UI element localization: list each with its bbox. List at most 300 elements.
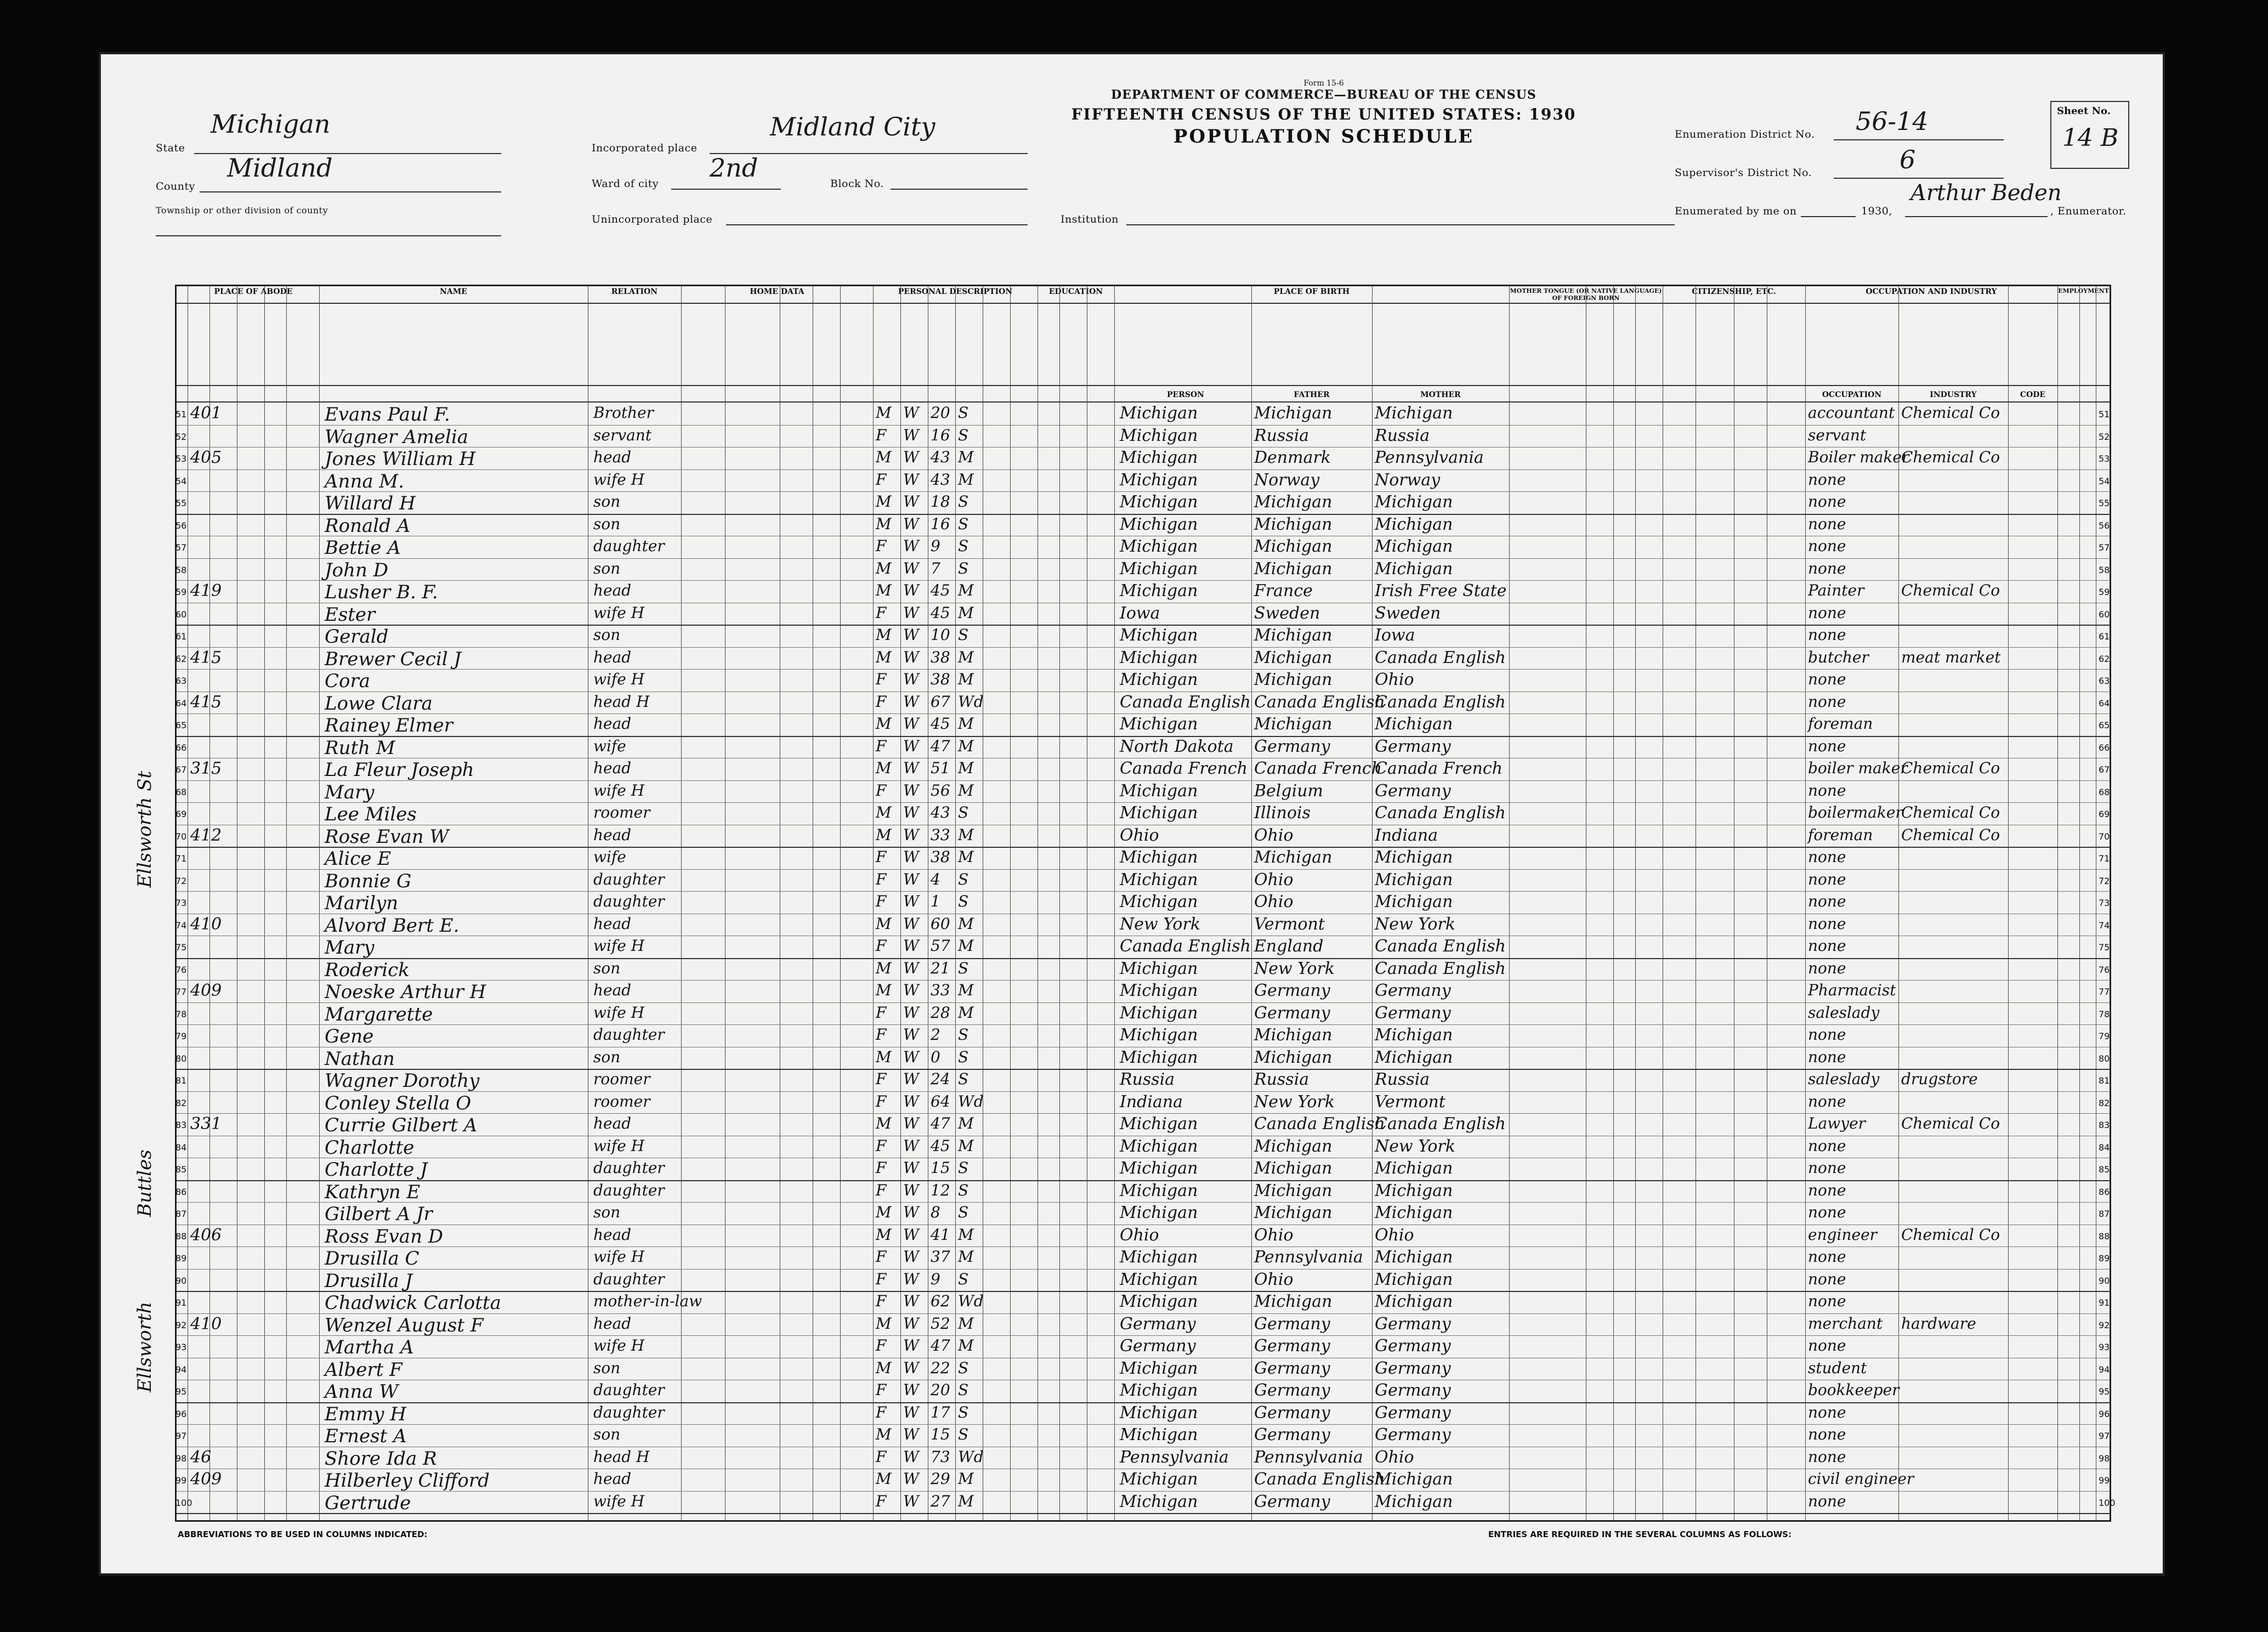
row-number-left: 55: [175, 498, 187, 508]
birthplace-person: Michigan: [1120, 1159, 1198, 1178]
row-number-right: 88: [2099, 1231, 2110, 1242]
birthplace-person: Michigan: [1120, 670, 1198, 689]
row-number-left: 76: [175, 964, 187, 975]
row-number-left: 83: [175, 1120, 187, 1130]
birthplace-mother: Germany: [1375, 1403, 1451, 1423]
birthplace-mother: New York: [1375, 914, 1455, 934]
person-name: Anna W: [325, 1381, 399, 1403]
birthplace-father: Germany: [1254, 1403, 1330, 1423]
marital-status: S: [958, 537, 969, 555]
person-name: Alvord Bert E.: [325, 914, 460, 937]
industry: meat market: [1901, 648, 2001, 666]
birthplace-mother: Germany: [1375, 981, 1451, 1000]
age: 29: [931, 1470, 950, 1488]
age: 47: [931, 736, 950, 755]
person-name: Lusher B. F.: [325, 581, 438, 603]
marital-status: M: [958, 603, 974, 622]
birthplace-father: Michigan: [1254, 1136, 1333, 1156]
birthplace-person: Michigan: [1120, 470, 1198, 490]
age: 47: [931, 1336, 950, 1355]
row-number-left: 51: [175, 409, 187, 420]
person-name: Gerald: [325, 626, 389, 648]
occupation: none: [1808, 1248, 1846, 1266]
birthplace-person: Ohio: [1120, 825, 1159, 845]
birthplace-mother: Vermont: [1375, 1092, 1445, 1112]
marital-status: S: [958, 1381, 969, 1399]
person-name: Nathan: [325, 1047, 395, 1070]
row-number-right: 51: [2099, 409, 2110, 420]
row-number-left: 67: [175, 764, 187, 775]
relation: head: [593, 914, 632, 933]
incorporated-label: Incorporated place: [592, 142, 698, 154]
race: W: [903, 692, 919, 711]
birthplace-father: Michigan: [1254, 514, 1333, 534]
birthplace-father: Michigan: [1254, 1159, 1333, 1178]
header-bottom-rule: [177, 401, 2110, 403]
age: 22: [931, 1358, 950, 1377]
age: 45: [931, 715, 950, 733]
birthplace-person: Michigan: [1120, 870, 1198, 889]
census-title: FIFTEENTH CENSUS OF THE UNITED STATES: 1930: [1071, 105, 1577, 123]
county-line: [200, 191, 501, 192]
row-number-left: 79: [175, 1031, 187, 1041]
birthplace-mother: Sweden: [1375, 603, 1441, 623]
sex: F: [876, 1447, 887, 1466]
marital-status: M: [958, 1314, 974, 1333]
county-value: Midland: [227, 153, 333, 183]
birthplace-father: Ohio: [1254, 825, 1294, 845]
race: W: [903, 1292, 919, 1310]
occupation: none: [1808, 1025, 1846, 1044]
race: W: [903, 670, 919, 688]
occupation: none: [1808, 537, 1846, 555]
relation: daughter: [593, 1381, 665, 1399]
row-number-left: 77: [175, 987, 187, 997]
race: W: [903, 1092, 919, 1110]
marital-status: S: [958, 559, 969, 577]
birthplace-father: Canada English: [1254, 692, 1386, 712]
birthplace-person: New York: [1120, 914, 1200, 934]
birthplace-father: Michigan: [1254, 1292, 1333, 1311]
row-number-right: 82: [2099, 1097, 2110, 1108]
relation: servant: [593, 426, 652, 444]
row-number-right: 60: [2099, 609, 2110, 620]
sheet-value: 14 B: [2062, 124, 2119, 152]
marital-status: S: [958, 426, 969, 444]
sex: M: [876, 803, 892, 821]
person-name: Roderick: [325, 959, 410, 981]
occupation: none: [1808, 1270, 1846, 1288]
relation: wife H: [593, 470, 645, 489]
unincorporated-label: Unincorporated place: [592, 213, 713, 225]
row-number-left: 89: [175, 1253, 187, 1263]
subhead-industry: INDUSTRY: [1930, 390, 1977, 399]
occupation: none: [1808, 559, 1846, 577]
occupation: Pharmacist: [1808, 981, 1896, 999]
race: W: [903, 581, 919, 599]
person-name: Marilyn: [325, 892, 399, 914]
relation: wife H: [593, 937, 645, 955]
birthplace-person: Michigan: [1120, 781, 1198, 801]
marital-status: S: [958, 870, 969, 888]
age: 64: [931, 1092, 950, 1110]
relation: head: [593, 825, 632, 844]
sex: F: [876, 1159, 887, 1177]
occupation: engineer: [1808, 1225, 1878, 1244]
birthplace-father: Ohio: [1254, 1270, 1294, 1289]
institution-label: Institution: [1061, 213, 1119, 225]
birthplace-father: Ohio: [1254, 892, 1294, 911]
marital-status: M: [958, 448, 974, 466]
house-number: 331: [190, 1114, 222, 1134]
occupation: butcher: [1808, 648, 1869, 666]
race: W: [903, 1025, 919, 1044]
row-number-right: 53: [2099, 454, 2110, 464]
occupation: none: [1808, 1047, 1846, 1066]
birthplace-person: Michigan: [1120, 1248, 1198, 1267]
age: 41: [931, 1225, 950, 1244]
county-label: County: [156, 180, 195, 192]
row-number-right: 61: [2099, 631, 2110, 642]
birthplace-father: Illinois: [1254, 803, 1311, 823]
row-number-right: 99: [2099, 1475, 2110, 1486]
occupation: none: [1808, 514, 1846, 533]
occupation: Boiler maker: [1808, 448, 1909, 466]
row-number-left: 60: [175, 609, 187, 620]
race: W: [903, 937, 919, 955]
marital-status: Wd: [958, 1292, 984, 1310]
row-number-right: 91: [2099, 1297, 2110, 1308]
occupation: none: [1808, 1292, 1846, 1310]
age: 33: [931, 981, 950, 999]
age: 20: [931, 1381, 950, 1399]
birthplace-father: Michigan: [1254, 492, 1333, 512]
occupation: civil engineer: [1808, 1470, 1914, 1488]
birthplace-father: Ohio: [1254, 870, 1294, 889]
marital-status: S: [958, 1159, 969, 1177]
birthplace-father: Michigan: [1254, 648, 1333, 667]
relation: wife: [593, 736, 626, 755]
age: 15: [931, 1425, 950, 1443]
subhead-person: PERSON: [1167, 390, 1204, 399]
house-number: 409: [190, 1470, 222, 1489]
birthplace-mother: Canada English: [1375, 959, 1506, 978]
occupation: none: [1808, 1447, 1846, 1466]
age: 52: [931, 1314, 950, 1333]
birthplace-father: New York: [1254, 1092, 1335, 1112]
occupation: none: [1808, 736, 1846, 755]
race: W: [903, 825, 919, 844]
occupation: none: [1808, 492, 1846, 511]
age: 1: [931, 892, 940, 910]
row-number-right: 86: [2099, 1186, 2110, 1197]
column-number-rule: [177, 385, 2110, 386]
birthplace-father: France: [1254, 581, 1313, 600]
birthplace-mother: Ohio: [1375, 1225, 1414, 1245]
row-rule: [177, 647, 2110, 648]
sex: M: [876, 759, 892, 777]
marital-status: M: [958, 825, 974, 844]
person-name: Currie Gilbert A: [325, 1114, 478, 1136]
birthplace-person: Germany: [1120, 1314, 1196, 1334]
race: W: [903, 559, 919, 577]
age: 37: [931, 1248, 950, 1266]
occupation: Lawyer: [1808, 1114, 1866, 1132]
birthplace-father: Belgium: [1254, 781, 1323, 801]
person-name: Noeske Arthur H: [325, 981, 486, 1003]
industry: Chemical Co: [1901, 759, 2000, 777]
house-number: 410: [190, 914, 222, 934]
race: W: [903, 1248, 919, 1266]
birthplace-person: Michigan: [1120, 404, 1198, 423]
birthplace-person: Michigan: [1120, 448, 1198, 467]
person-name: Mary: [325, 781, 375, 803]
marital-status: M: [958, 1114, 974, 1132]
relation: daughter: [593, 1403, 665, 1421]
birthplace-father: Germany: [1254, 1358, 1330, 1378]
enum-district-label: Enumeration District No.: [1675, 128, 1815, 140]
person-name: Rose Evan W: [325, 825, 449, 848]
person-name: Chadwick Carlotta: [325, 1292, 501, 1314]
birthplace-person: Pennsylvania: [1120, 1447, 1229, 1467]
row-number-left: 87: [175, 1209, 187, 1219]
marital-status: M: [958, 1470, 974, 1488]
birthplace-father: Canada English: [1254, 1114, 1386, 1134]
relation: son: [593, 1425, 621, 1443]
enumerator-line: [1905, 216, 2048, 217]
person-name: Albert F: [325, 1358, 402, 1381]
relation: head: [593, 581, 632, 599]
age: 45: [931, 581, 950, 599]
race: W: [903, 870, 919, 888]
row-number-left: 66: [175, 742, 187, 753]
age: 4: [931, 870, 940, 888]
birthplace-mother: Michigan: [1375, 1047, 1453, 1067]
row-number-left: 75: [175, 942, 187, 953]
occupation: saleslady: [1808, 1003, 1880, 1022]
sex: M: [876, 448, 892, 466]
enum-district-value: 56-14: [1856, 106, 1929, 136]
birthplace-mother: Michigan: [1375, 848, 1453, 867]
age: 45: [931, 603, 950, 622]
birthplace-mother: Michigan: [1375, 1248, 1453, 1267]
race: W: [903, 470, 919, 489]
age: 38: [931, 670, 950, 688]
sex: F: [876, 1492, 887, 1510]
marital-status: S: [958, 514, 969, 533]
house-number: 410: [190, 1314, 222, 1334]
birthplace-father: Canada English: [1254, 1470, 1386, 1489]
industry: Chemical Co: [1901, 1114, 2000, 1132]
birthplace-mother: Norway: [1375, 470, 1441, 490]
person-name: Shore Ida R: [325, 1447, 437, 1470]
marital-status: M: [958, 715, 974, 733]
race: W: [903, 914, 919, 933]
sex: M: [876, 1047, 892, 1066]
relation: head: [593, 1470, 632, 1488]
row-rule: [177, 802, 2110, 803]
marital-status: M: [958, 736, 974, 755]
age: 16: [931, 426, 950, 444]
relation: wife H: [593, 781, 645, 800]
township-line: [156, 235, 501, 236]
relation: son: [593, 626, 621, 644]
relation: daughter: [593, 1159, 665, 1177]
marital-status: S: [958, 1425, 969, 1443]
birthplace-person: Michigan: [1120, 1381, 1198, 1400]
birthplace-mother: Russia: [1375, 1070, 1430, 1089]
birthplace-mother: Michigan: [1375, 1025, 1453, 1045]
sex: M: [876, 1470, 892, 1488]
row-number-right: 55: [2099, 498, 2110, 508]
sex: F: [876, 892, 887, 910]
birthplace-mother: Michigan: [1375, 1492, 1453, 1511]
relation: wife: [593, 848, 626, 866]
row-number-right: 69: [2099, 809, 2110, 819]
birthplace-father: Norway: [1254, 470, 1320, 490]
industry: Chemical Co: [1901, 803, 2000, 821]
row-number-right: 84: [2099, 1142, 2110, 1153]
birthplace-father: Germany: [1254, 1425, 1330, 1444]
row-number-right: 74: [2099, 920, 2110, 931]
age: 60: [931, 914, 950, 933]
row-number-left: 61: [175, 631, 187, 642]
birthplace-father: Germany: [1254, 981, 1330, 1000]
sex: F: [876, 870, 887, 888]
row-number-right: 92: [2099, 1319, 2110, 1330]
birthplace-mother: Michigan: [1375, 1470, 1453, 1489]
row-number-left: 72: [175, 875, 187, 886]
birthplace-person: Michigan: [1120, 1292, 1198, 1311]
marital-status: S: [958, 1403, 969, 1421]
birthplace-father: Russia: [1254, 426, 1309, 445]
person-name: Hilberley Clifford: [325, 1470, 490, 1492]
person-name: Emmy H: [325, 1403, 406, 1425]
row-number-right: 97: [2099, 1431, 2110, 1441]
industry: Chemical Co: [1901, 825, 2000, 844]
row-number-left: 84: [175, 1142, 187, 1153]
birthplace-person: Michigan: [1120, 848, 1198, 867]
block-label: Block No.: [830, 178, 884, 190]
birthplace-father: Germany: [1254, 1381, 1330, 1400]
row-number-left: 93: [175, 1342, 187, 1352]
industry: Chemical Co: [1901, 581, 2000, 599]
person-name: Anna M.: [325, 470, 405, 492]
marital-status: M: [958, 937, 974, 955]
birthplace-father: Vermont: [1254, 914, 1325, 934]
marital-status: M: [958, 581, 974, 599]
row-number-right: 67: [2099, 764, 2110, 775]
row-number-right: 63: [2099, 676, 2110, 686]
birthplace-mother: Michigan: [1375, 559, 1453, 579]
relation: mother-in-law: [593, 1292, 702, 1310]
occupation: none: [1808, 603, 1846, 622]
person-name: Charlotte: [325, 1136, 415, 1159]
birthplace-mother: Michigan: [1375, 1203, 1453, 1222]
marital-status: M: [958, 670, 974, 688]
age: 43: [931, 803, 950, 821]
industry: hardware: [1901, 1314, 1976, 1333]
sex: F: [876, 848, 887, 866]
relation: son: [593, 492, 621, 511]
birthplace-mother: Germany: [1375, 1003, 1451, 1023]
row-number-right: 70: [2099, 831, 2110, 842]
age: 43: [931, 448, 950, 466]
birthplace-mother: Michigan: [1375, 537, 1453, 556]
row-number-right: 65: [2099, 720, 2110, 730]
birthplace-father: Germany: [1254, 1003, 1330, 1023]
row-number-left: 81: [175, 1075, 187, 1086]
person-name: Lee Miles: [325, 803, 417, 825]
birthplace-person: Michigan: [1120, 1403, 1198, 1423]
row-number-left: 80: [175, 1053, 187, 1064]
race: W: [903, 1003, 919, 1022]
sex: M: [876, 825, 892, 844]
enum-district-line: [1834, 139, 2004, 140]
birthplace-person: Michigan: [1120, 1025, 1198, 1045]
row-number-left: 71: [175, 853, 187, 864]
occupation: merchant: [1808, 1314, 1883, 1333]
race: W: [903, 492, 919, 511]
abbrev-title: ABBREVIATIONS TO BE USED IN COLUMNS INDICATED:: [178, 1529, 428, 1539]
occupation: student: [1808, 1358, 1867, 1377]
row-number-left: 54: [175, 475, 187, 486]
row-number-left: 91: [175, 1297, 187, 1308]
race: W: [903, 648, 919, 666]
row-number-right: 87: [2099, 1209, 2110, 1219]
entries-title: ENTRIES ARE REQUIRED IN THE SEVERAL COLUMNS AS FOLLOWS:: [1488, 1529, 1792, 1539]
person-name: Cora: [325, 670, 371, 692]
occupation: none: [1808, 1492, 1846, 1510]
relation: head: [593, 981, 632, 999]
age: 47: [931, 1114, 950, 1132]
row-number-right: 58: [2099, 564, 2110, 575]
birthplace-father: Michigan: [1254, 1025, 1333, 1045]
marital-status: S: [958, 892, 969, 910]
row-number-left: 88: [175, 1231, 187, 1242]
birthplace-father: Michigan: [1254, 1203, 1333, 1222]
group-place-of-birth: PLACE OF BIRTH: [1273, 287, 1350, 296]
row-number-left: 64: [175, 698, 187, 709]
race: W: [903, 1358, 919, 1377]
birthplace-person: Michigan: [1120, 892, 1198, 911]
row-number-right: 85: [2099, 1164, 2110, 1175]
row-number-right: 68: [2099, 786, 2110, 797]
birthplace-person: Iowa: [1120, 603, 1160, 623]
birthplace-person: Michigan: [1120, 1003, 1198, 1023]
row-number-right: 71: [2099, 853, 2110, 864]
occupation: none: [1808, 626, 1846, 644]
age: 10: [931, 626, 950, 644]
occupation: none: [1808, 1403, 1846, 1421]
race: W: [903, 1225, 919, 1244]
sex: F: [876, 1270, 887, 1288]
state-label: State: [156, 142, 185, 154]
row-number-left: 56: [175, 520, 187, 531]
sex: F: [876, 1248, 887, 1266]
row-number-left: 52: [175, 431, 187, 442]
birthplace-person: Michigan: [1120, 537, 1198, 556]
birthplace-mother: Canada English: [1375, 648, 1506, 667]
sex: F: [876, 781, 887, 800]
race: W: [903, 848, 919, 866]
marital-status: S: [958, 1070, 969, 1088]
occupation: none: [1808, 1203, 1846, 1221]
row-number-right: 59: [2099, 587, 2110, 597]
row-number-right: 95: [2099, 1386, 2110, 1397]
race: W: [903, 626, 919, 644]
birthplace-person: Michigan: [1120, 1425, 1198, 1444]
